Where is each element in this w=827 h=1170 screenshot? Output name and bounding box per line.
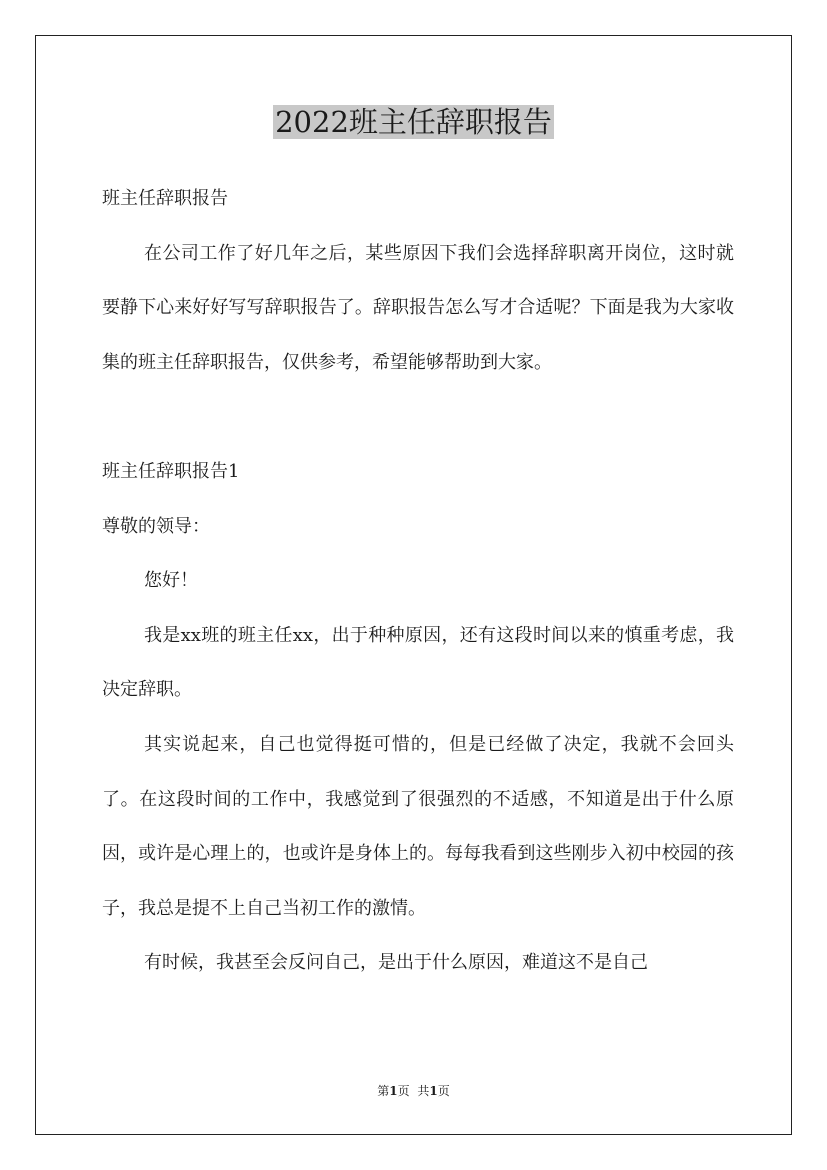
- total-suffix: 页: [437, 1084, 450, 1098]
- page-current: 1: [389, 1084, 398, 1098]
- section-heading: 班主任辞职报告1: [102, 460, 240, 482]
- page-footer: [0, 1083, 827, 1099]
- body-paragraph: 我是xx班的班主任xx，出于种种原因，还有这段时间以来的慎重考虑，我决定辞职。: [102, 624, 734, 701]
- document-title-text: 2022班主任辞职报告: [275, 105, 552, 139]
- total-prefix: 共: [417, 1084, 430, 1098]
- page-total: 1: [429, 1084, 438, 1098]
- section-heading: 班主任辞职报告: [102, 188, 228, 209]
- paragraph-spacer: [102, 390, 734, 445]
- body-paragraph: 其实说起来，自己也觉得挺可惜的，但是已经做了决定，我就不会回头了。在这段时间的工作中，我感觉到了很强烈的不适感，不知道是出于什么原因，或许是心理上的，也或许是身体上的。每每我看到这些刚步入初中校园的孩子，我总是提不上自己当初工作的激情。: [102, 733, 734, 919]
- page-suffix: 页: [397, 1084, 410, 1098]
- salutation: 尊敬的领导：: [102, 515, 210, 537]
- greeting: 您好！: [144, 570, 198, 592]
- body-paragraph: 有时候，我甚至会反问自己，是出于什么原因，难道这不是自己: [144, 952, 648, 974]
- document-body: [102, 172, 734, 991]
- intro-paragraph: 在公司工作了好几年之后，某些原因下我们会选择辞职离开岗位，这时就要静下心来好好写写辞职报告了。辞职报告怎么写才合适呢？下面是我为大家收集的班主任辞职报告，仅供参考，希望能够帮助到大家。: [102, 242, 734, 373]
- document-title: [0, 102, 827, 142]
- page-prefix: 第: [377, 1084, 390, 1098]
